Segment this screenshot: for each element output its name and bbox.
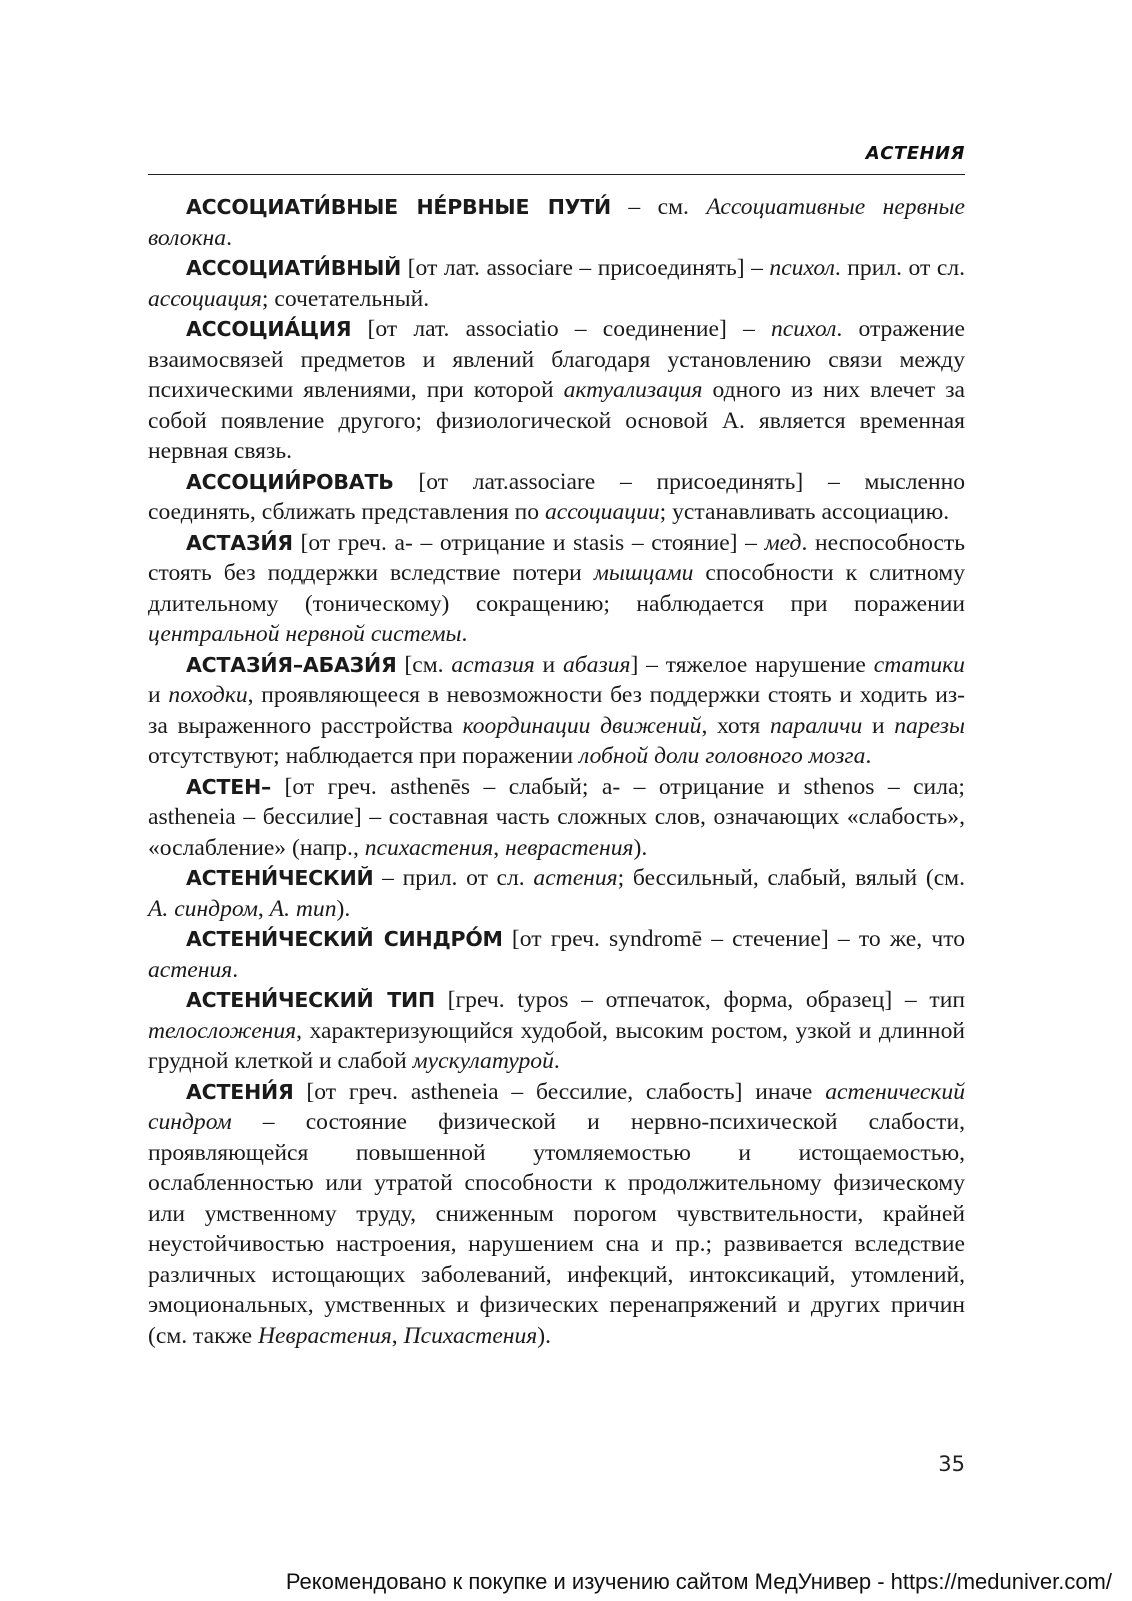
entry-text: [от греч. а- – отрицание и stasis – стояние] – <box>292 529 765 556</box>
entry-italic-term: парезы <box>894 712 965 739</box>
entry-italic-term: координации движений <box>462 712 702 739</box>
entry-italic-term: Психастения <box>403 1322 538 1349</box>
entry-italic-term: астения <box>148 956 233 983</box>
entry-italic-term: астенический синдром <box>148 1078 965 1135</box>
entry-text: ; сочетательный. <box>261 285 430 312</box>
entry-headword: АССОЦИАТИ́ВНЫЙ <box>186 256 402 280</box>
dictionary-entry <box>148 650 965 772</box>
entry-italic-term: мышцами <box>593 560 694 586</box>
entry-text: . неспособность стоять без поддержки вследствие потери <box>148 529 966 586</box>
entry-text: [греч. typos – отпечаток, форма, образец] – тип <box>434 987 965 1013</box>
entry-text: [от лат. associatio – соединение] – <box>351 316 771 342</box>
entry-text: [см. <box>396 651 452 678</box>
dictionary-entries <box>148 192 965 1351</box>
entry-italic-term: телосложения <box>148 1017 297 1044</box>
entry-italic-term: актуализация <box>563 377 703 403</box>
dictionary-entry <box>148 314 965 467</box>
entry-italic-term: Неврастения <box>257 1322 392 1349</box>
entry-headword: АСТЕНИ́ЧЕСКИЙ <box>186 866 374 890</box>
dictionary-entry <box>148 467 965 528</box>
entry-italic-term: ассоциации <box>544 499 660 525</box>
entry-text: . отражение взаимосвязей предметов и явлений благодаря установлению связи между психическими явлениями, при которой <box>148 316 965 403</box>
header-rule <box>148 174 965 175</box>
entry-text: и <box>862 712 895 739</box>
entry-headword: АССОЦИА́ЦИЯ <box>186 317 352 341</box>
entry-text: , хотя <box>701 712 770 739</box>
entry-text: [от греч. astheneia – бессилие, слабость] иначе <box>293 1078 826 1105</box>
dictionary-entry <box>148 1077 965 1352</box>
entry-italic-term: астазия <box>451 651 535 678</box>
entry-italic-term: А. синдром <box>148 895 258 922</box>
entry-headword: АССОЦИИ́РОВАТЬ <box>186 469 394 494</box>
entry-italic-term: психол <box>770 316 837 342</box>
dictionary-entry <box>148 528 965 650</box>
entry-text: ). <box>336 895 351 922</box>
entry-text: [от греч. asthenēs – слабый; а- – отрицание и sthenos – сила; astheneia – бессилие] – составная часть сложных слов, означающих «слабость», «ослабление» (напр., <box>148 773 965 861</box>
entry-italic-term: неврастения <box>505 834 634 861</box>
entry-text: ). <box>633 834 648 861</box>
dictionary-entry <box>148 192 965 253</box>
entry-italic-term: мускулатурой <box>412 1048 554 1074</box>
entry-text: и <box>148 682 169 708</box>
entry-headword: АССОЦИАТИ́ВНЫЕ НЕ́РВНЫЕ ПУТИ́ <box>186 195 612 219</box>
entry-text: – состояние физической и нервно-психической слабости, проявляющейся повышенной утомляемостью и истощаемостью, ослабленностью или утратой способности к продолжительному физическому или умственному труду, сниженным порогом чувствительности, крайней неустойчивостью настроения, нарушением сна и пр.; развивается вследствие различных истощающих заболеваний, инфекций, интоксикаций, утомлений, эмоциональных, умственных и физических перенапряжений и других причин (см. также <box>148 1109 965 1349</box>
entry-text: . <box>865 743 872 769</box>
entry-italic-term: лобной доли головного мозга <box>579 743 866 769</box>
entry-headword: АСТЕНИ́Я <box>186 1079 294 1104</box>
entry-text: – прил. от сл. <box>373 865 534 891</box>
entry-text: . <box>553 1048 560 1074</box>
entry-headword: АСТАЗИ́Я <box>186 530 293 555</box>
entry-text: . <box>226 224 232 251</box>
entry-text: , характеризующийся худобой, высоким ростом, узкой и длинной грудной клеткой и слабой <box>148 1017 965 1074</box>
entry-italic-term: психастения <box>364 834 494 861</box>
entry-italic-term: А. тип <box>269 895 337 922</box>
entry-italic-term: параличи <box>769 712 863 739</box>
entry-text: ; устанавливать ассоциацию. <box>659 499 950 525</box>
entry-text: . <box>232 956 239 983</box>
entry-italic-term: центральной нервной системы <box>148 621 462 647</box>
entry-italic-term: мед <box>764 529 802 556</box>
entry-text: ; бессильный, слабый, вялый (см. <box>617 865 966 891</box>
entry-italic-term: походки <box>168 682 248 708</box>
dictionary-entry <box>148 863 965 924</box>
running-head: АСТЕНИЯ <box>865 143 965 164</box>
entry-headword: АСТЕНИ́ЧЕСКИЙ СИНДРО́М <box>186 927 503 951</box>
dictionary-entry <box>148 772 965 864</box>
entry-italic-term: ассоциация <box>148 285 262 312</box>
entry-text: ] – тяжелое нарушение <box>630 651 874 678</box>
dictionary-entry <box>148 253 965 314</box>
entry-text: ). <box>537 1322 552 1349</box>
entry-text: отсутствуют; наблюдается при поражении <box>148 743 579 769</box>
entry-italic-term: психол <box>769 255 835 281</box>
entry-text: , <box>391 1322 404 1349</box>
entry-text: , проявляющееся в невозможности без поддержки стоять и ходить из-за выраженного расстройства <box>148 682 965 739</box>
entry-text: , <box>493 834 506 861</box>
entry-text: – см. <box>611 194 707 220</box>
entry-italic-term: астения <box>533 865 618 891</box>
entry-headword: АСТЕН– <box>186 774 272 799</box>
entry-headword: АСТЕНИ́ЧЕСКИЙ ТИП <box>186 988 435 1012</box>
page-number: 35 <box>938 1452 965 1476</box>
entry-text: одного из них влечет за собой появление другого; физиологической основой А. является временная нервная связь. <box>148 377 965 464</box>
entry-headword: АСТАЗИ́Я–АБАЗИ́Я <box>186 652 397 677</box>
entry-text: и <box>534 651 563 678</box>
entry-text: способности к слитному длительному (тоническому) сокращению; наблюдается при поражении <box>148 560 966 617</box>
entry-italic-term: абазия <box>563 651 631 678</box>
entry-text: [от греч. syndromē – стечение] – то же, что <box>502 926 965 952</box>
dictionary-entry <box>148 924 965 985</box>
dictionary-entry <box>148 985 965 1077</box>
entry-text: . прил. от сл. <box>834 255 965 281</box>
entry-text: , <box>257 895 270 922</box>
entry-text: [от лат.associare – присоединять] – мысленно соединять, сближать представления по <box>148 468 965 525</box>
entry-italic-term: Ассоциативные нервные волокна <box>148 194 965 251</box>
watermark-link-text: Рекомендовано к покупке и изучению сайтом МедУнивер - https://meduniver.com/ <box>285 1569 1112 1594</box>
entry-italic-term: статики <box>873 651 965 678</box>
entry-text: . <box>461 621 468 647</box>
entry-text: [от лат. associare – присоединять] – <box>401 255 770 281</box>
